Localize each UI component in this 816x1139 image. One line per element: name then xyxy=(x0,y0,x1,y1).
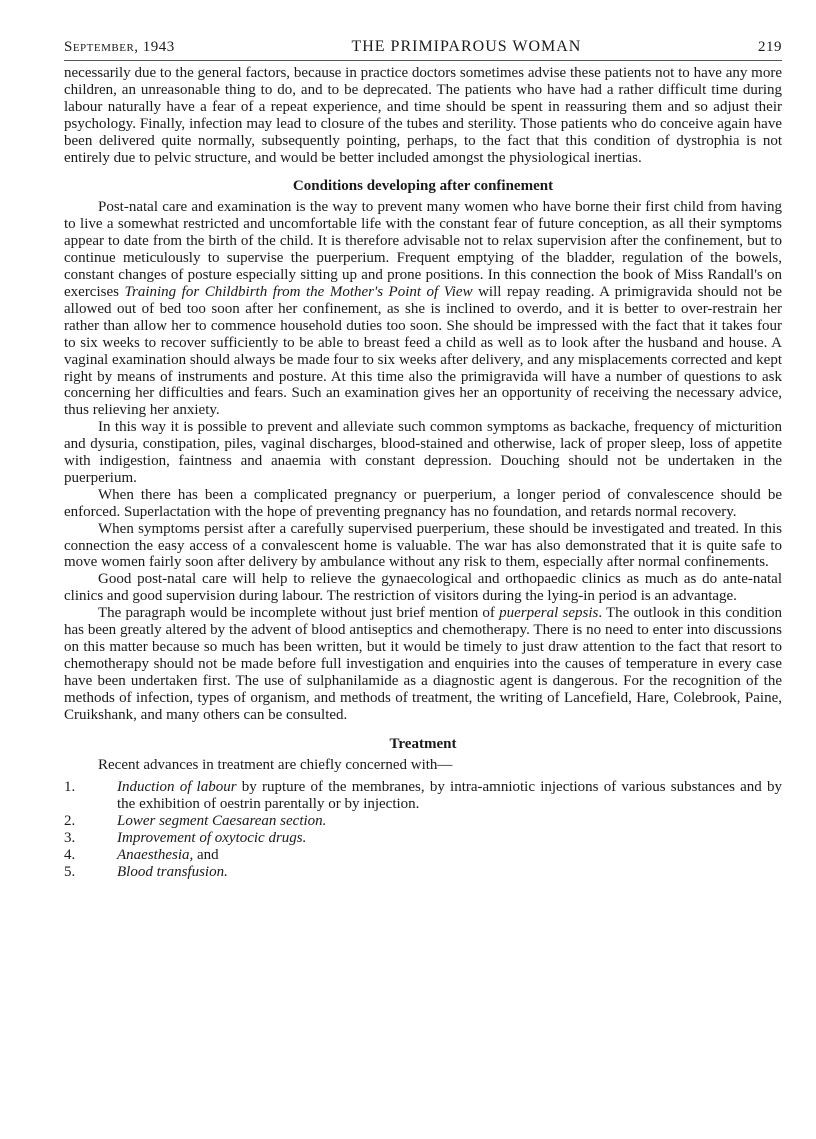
header-title: THE PRIMIPAROUS WOMAN xyxy=(351,38,582,55)
running-header xyxy=(64,38,782,61)
list-item-title: Anaesthesia, xyxy=(117,847,194,864)
paragraph-puerperal-sepsis xyxy=(64,605,782,723)
list-item xyxy=(64,847,782,864)
list-item-text: by rupture of the membranes, by intra-amniotic injections of various substances and by the exhibition of oestrin parentally or by injection. xyxy=(117,779,782,813)
list-item-text: and xyxy=(193,847,219,864)
list-item xyxy=(64,779,782,813)
italic-term: puerperal sepsis xyxy=(499,605,599,622)
list-item-title: Improvement of oxytocic drugs. xyxy=(117,830,307,847)
header-date: September, 1943 xyxy=(64,39,175,55)
list-item-title: Blood transfusion. xyxy=(117,863,228,880)
paragraph-persistent-symptoms: When symptoms persist after a carefully supervised puerperium, these should be investigated and treated. In this connection the easy access of a convalescent home is valuable. The war has also demonstrated that it is quite safe to move women fairly soon after delivery by ambulance without any risk to them, especially after normal confinements. xyxy=(64,520,782,571)
list-number: 3. xyxy=(64,830,76,847)
list-number: 1. xyxy=(64,779,76,796)
list-item xyxy=(64,830,782,847)
list-number: 4. xyxy=(64,847,76,864)
paragraph-text: Post-natal care and examination is the way to prevent many women who have borne their first child from having to live a somewhat restricted and uncomfortable life with the constant fear of future conception, as all their symptoms appear to date from the birth of the child. It is therefore advisable not to relax supervision after the confinement, but to continue meticulously to supervise the puerperium. Frequent emptying of the bladder, regulation of the bowels, constant changes of posture especially sitting up and prone positions. In this connection the book of Miss Randall's on exercises xyxy=(64,199,782,300)
treatment-list xyxy=(64,779,782,880)
list-number: 5. xyxy=(64,863,76,880)
paragraph-clinics: Good post-natal care will help to relieve the gynaecological and orthopaedic clinics as much as do ante-natal clinics and good supervision during labour. The restriction of visitors during the lying-in period is an advantage. xyxy=(64,571,782,605)
paragraph-text: . The outlook in this condition has been greatly altered by the advent of blood antiseptics and chemotherapy. There is no need to enter into discussions on this matter because so much has been written, but it would be timely to just draw attention to the fact that resort to chemotherapy should not be made before full investigation and enquiries into the causes of temperature in every case have been undertaken first. The use of sulphanilamide as a diagnostic agent is dangerous. For the recognition of the methods of infection, types of organism, and methods of treatment, the writing of Lancefield, Hare, Colebrook, Paine, Cruikshank, and many others can be consulted. xyxy=(64,605,782,723)
book-title: Training for Childbirth from the Mother's Point of View xyxy=(124,283,473,300)
list-item xyxy=(64,813,782,830)
paragraph-symptoms: In this way it is possible to prevent and alleviate such common symptoms as backache, frequency of micturition and dysuria, constipation, piles, vaginal discharges, blood-stained and otherwise, lack of proper sleep, loss of appetite with indigestion, faintness and anaemia with constant depression. Douching should not be undertaken in the puerperium. xyxy=(64,419,782,486)
treatment-intro: Recent advances in treatment are chiefly concerned with— xyxy=(98,756,453,773)
list-number: 2. xyxy=(64,813,76,830)
paragraph-text: The paragraph would be incomplete without just brief mention of xyxy=(98,605,500,622)
paragraph-text: will repay reading. A primigravida should not be allowed out of bed too soon after her confinement, as she is inclined to overdo, and it is better to over-restrain her rather than allow her to commence household duties too soon. She should be impressed with the fact that it takes four to six weeks to recover sufficiently to be able to breast feed a child as well as to look after the husband and house. A vaginal examination should always be made four to six weeks after delivery, and any misplacements corrected and kept right by means of instruments and posture. At this time also the primigravida will have a number of questions to ask concerning her difficulties and fears. Such an examination gives her an opportunity of receiving the necessary advice, thus relieving her anxiety. xyxy=(64,283,783,419)
list-item xyxy=(64,864,782,881)
paragraph-convalescence: When there has been a complicated pregnancy or puerperium, a longer period of convalescence should be enforced. Superlactation with the hope of preventing pregnancy has no foundation, and retards normal recovery. xyxy=(64,486,782,520)
section-heading-treatment: Treatment xyxy=(389,735,457,752)
list-item-title: Lower segment Caesarean section. xyxy=(117,813,327,830)
list-item-title: Induction of labour xyxy=(117,779,237,796)
intro-paragraph: necessarily due to the general factors, because in practice doctors sometimes advise these patients not to have any more children, an unreasonable thing to do, and to be deprecated. The patients who have had a rather difficult time during labour naturally have a fear of a repeat experience, and time should be spent in reassuring them and so adjust their psychology. Finally, infection may lead to closure of the tubes and sterility. Those patients who do conceive again have been delivered quite normally, subsequently pointing, perhaps, to the fact that this condition of dystrophia is not entirely due to pelvic structure, and would be better included amongst the physiological inertias. xyxy=(64,65,782,166)
page-number: 219 xyxy=(758,39,782,55)
section-heading-post-natal: Conditions developing after confinement xyxy=(292,178,554,195)
paragraph-post-natal-care xyxy=(64,199,782,419)
